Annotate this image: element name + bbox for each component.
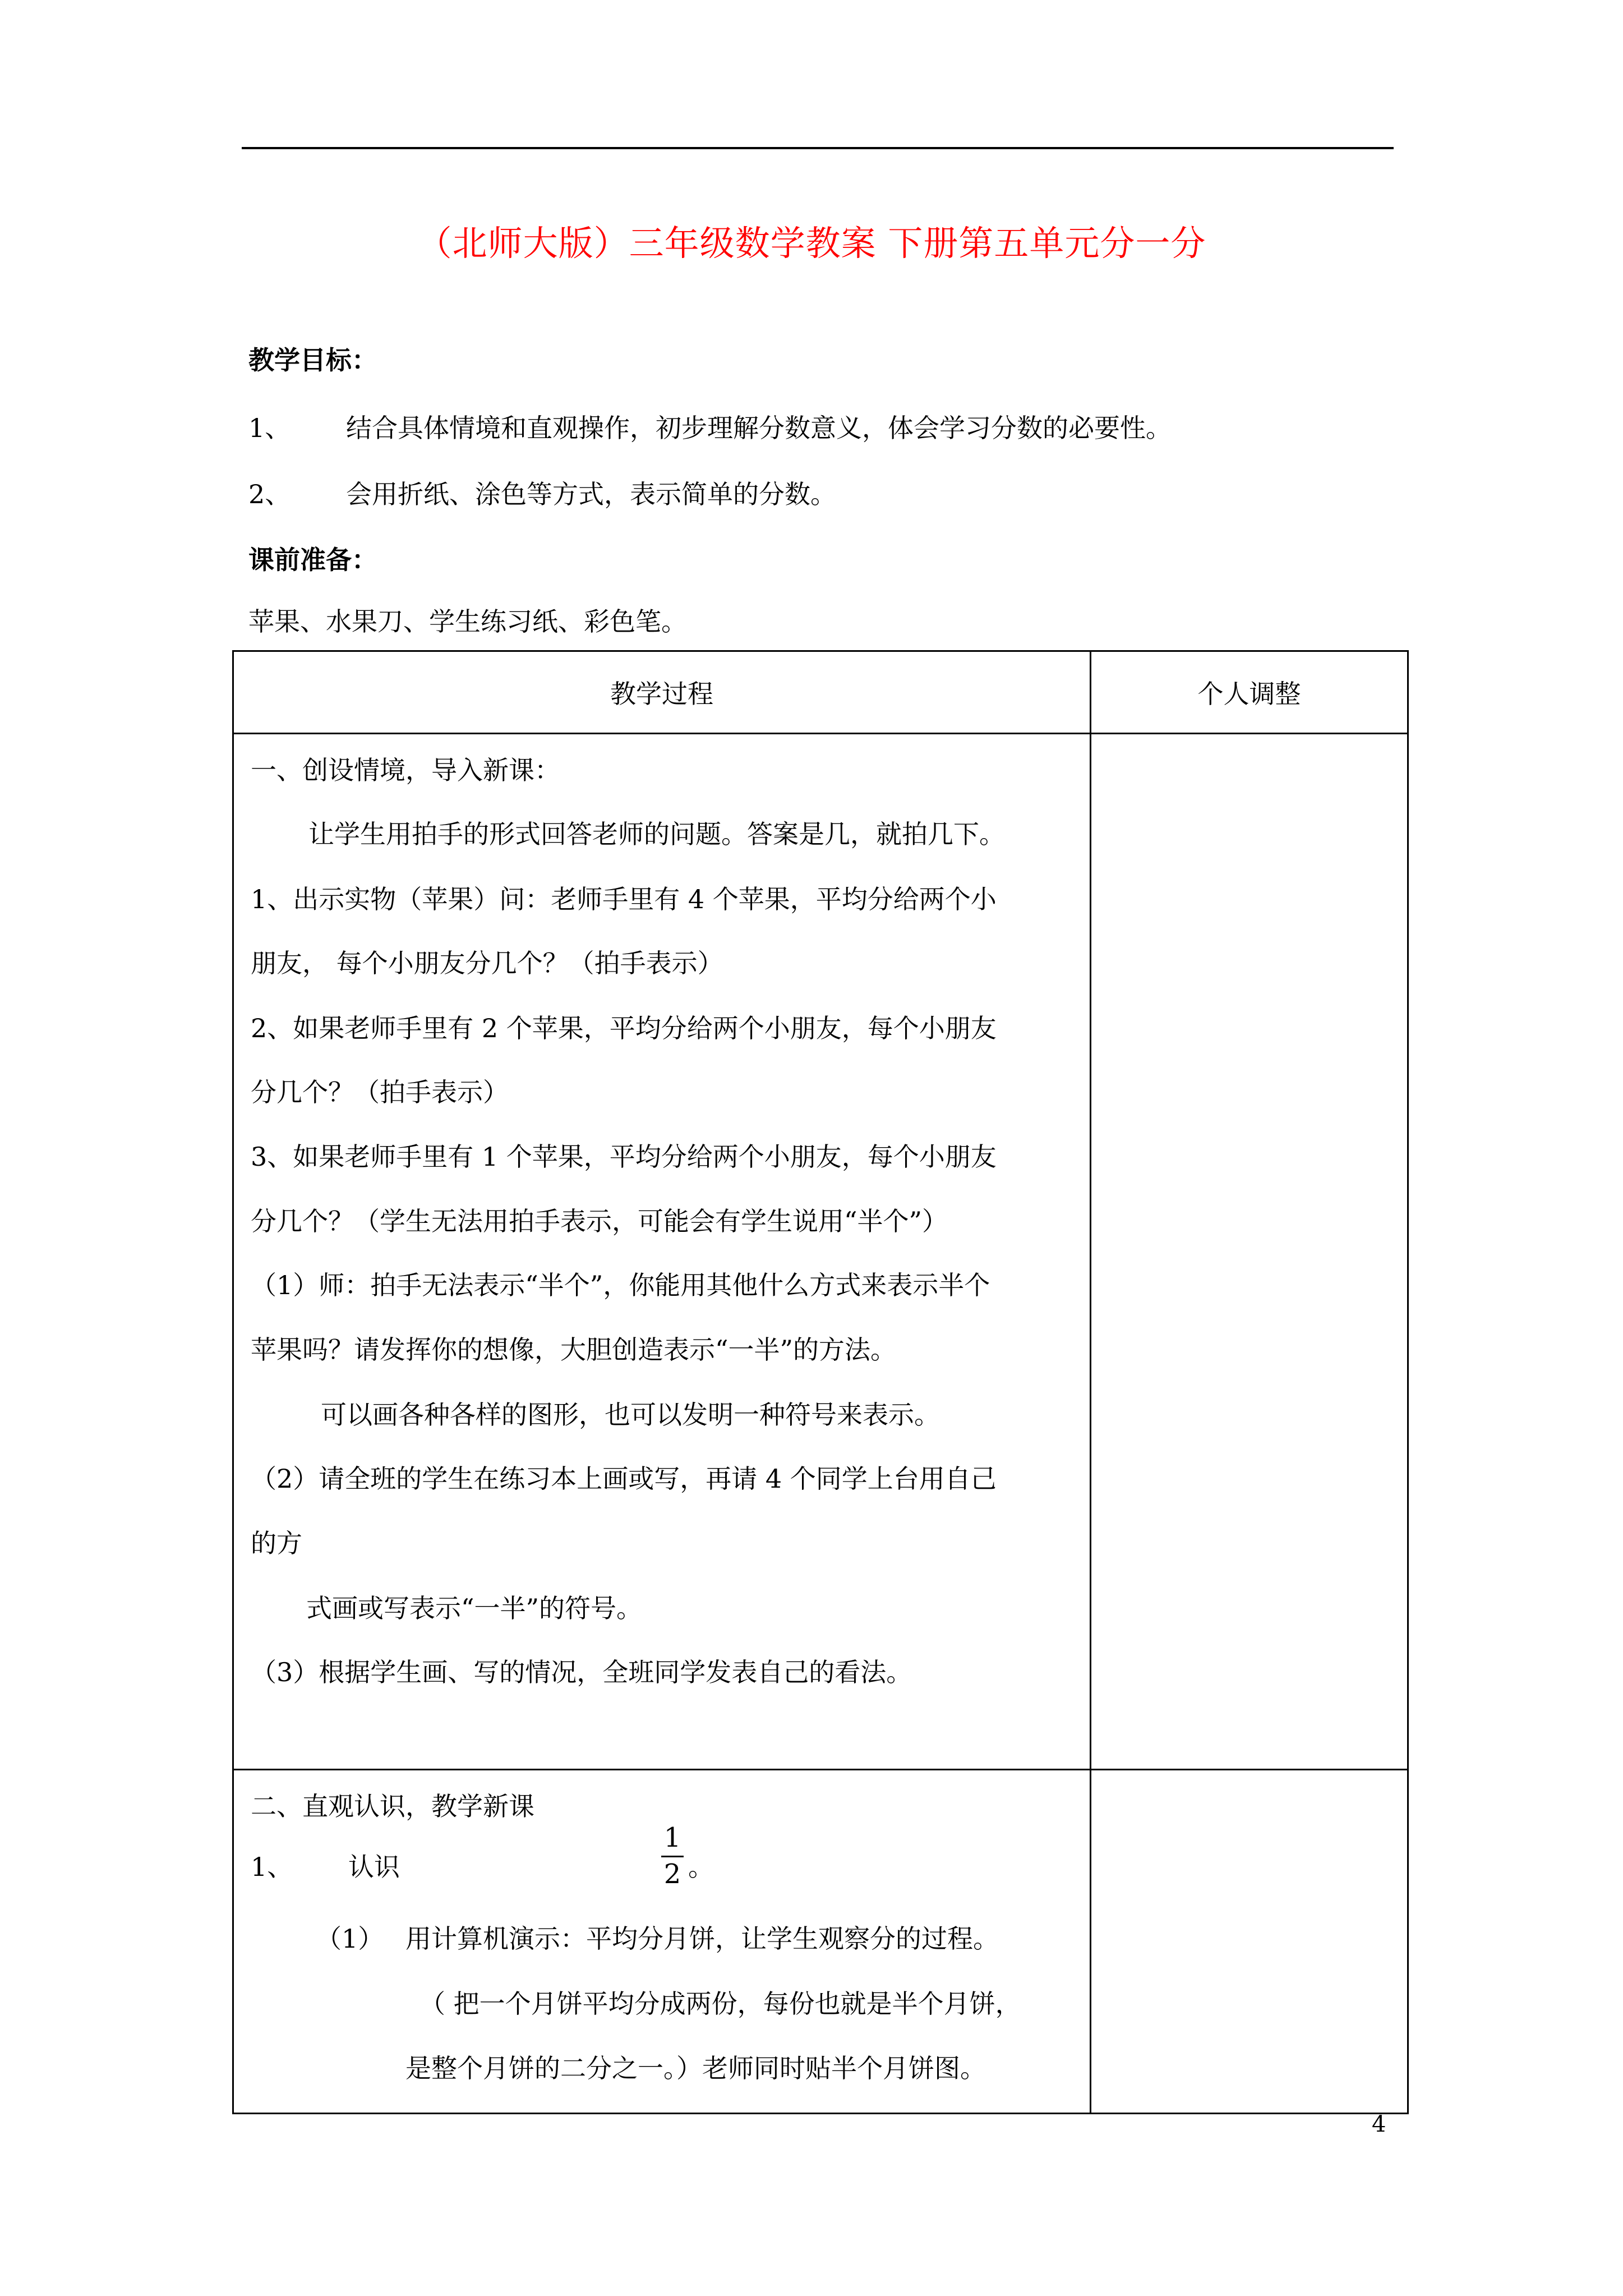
objective-1-text: 结合具体情境和直观操作，初步理解分数意义，体会学习分数的必要性。 bbox=[346, 413, 1172, 443]
section-2-sub-number: （1） bbox=[316, 1924, 384, 1954]
fraction-numerator: 1 bbox=[663, 1822, 681, 1853]
fraction-one-half bbox=[661, 1824, 684, 1888]
section-1-line: 式画或写表示“一半”的符号。 bbox=[306, 1593, 643, 1623]
section-1-line: 3、如果老师手里有 1 个苹果，平均分给两个小朋友，每个小朋友 bbox=[251, 1142, 997, 1172]
table-row bbox=[233, 1770, 1408, 2114]
objective-2-text: 会用折纸、涂色等方式，表示简单的分数。 bbox=[346, 479, 836, 509]
section-1-line: 分几个？（学生无法用拍手表示，可能会有学生说用“半个”） bbox=[251, 1206, 948, 1236]
section-1-line: （1）师：拍手无法表示“半个”，你能用其他什么方式来表示半个 bbox=[251, 1270, 990, 1300]
preparation-heading: 课前准备： bbox=[248, 545, 377, 575]
teaching-process-table bbox=[232, 650, 1409, 2114]
section-2-line: （ 把一个月饼平均分成两份，每份也就是半个月饼， bbox=[419, 1989, 1021, 2019]
section-1-cell bbox=[233, 734, 1091, 1770]
table-row bbox=[233, 734, 1408, 1770]
preparation-text: 苹果、水果刀、学生练习纸、彩色笔。 bbox=[248, 606, 687, 637]
section-2-adjustment-cell bbox=[1091, 1770, 1408, 2114]
section-2-line: 是整个月饼的二分之一。）老师同时贴半个月饼图。 bbox=[405, 2053, 986, 2083]
section-1-line: 的方 bbox=[251, 1528, 302, 1558]
header-personal-adjustment: 个人调整 bbox=[1091, 651, 1408, 734]
header-rule bbox=[242, 147, 1394, 149]
table-header-row bbox=[233, 651, 1408, 734]
section-2-cell bbox=[233, 1770, 1091, 2114]
page-title: （北师大版）三年级数学教案 下册第五单元分一分 bbox=[417, 223, 1206, 264]
section-2-sub-text: 用计算机演示：平均分月饼，让学生观察分的过程。 bbox=[405, 1924, 999, 1954]
section-1-line: 让学生用拍手的形式回答老师的问题。答案是几，就拍几下。 bbox=[308, 819, 1005, 849]
fraction-bar bbox=[661, 1856, 684, 1857]
header-teaching-process: 教学过程 bbox=[233, 651, 1091, 734]
section-1-adjustment-cell bbox=[1091, 734, 1408, 1770]
section-2-item-label: 认识 bbox=[348, 1852, 400, 1882]
section-1-line: （3）根据学生画、写的情况，全班同学发表自己的看法。 bbox=[251, 1657, 912, 1687]
section-1-line: 可以画各种各样的图形，也可以发明一种符号来表示。 bbox=[321, 1400, 940, 1430]
fraction-denominator: 2 bbox=[663, 1858, 681, 1890]
section-1-line: 苹果吗？请发挥你的想像，大胆创造表示“一半”的方法。 bbox=[251, 1335, 897, 1365]
page-number: 4 bbox=[1372, 2111, 1386, 2137]
section-1-line: 一、创设情境，导入新课： bbox=[251, 755, 560, 785]
section-1-line: 1、出示实物（苹果）问：老师手里有 4 个苹果，平均分给两个小 bbox=[251, 884, 997, 914]
section-1-line: 分几个？（拍手表示） bbox=[251, 1077, 509, 1107]
section-2-heading: 二、直观认识，教学新课 bbox=[251, 1791, 534, 1821]
section-1-line: 2、如果老师手里有 2 个苹果，平均分给两个小朋友，每个小朋友 bbox=[251, 1013, 997, 1043]
objective-1-number: 1、 bbox=[248, 413, 291, 443]
objective-2-number: 2、 bbox=[248, 479, 291, 509]
objectives-heading: 教学目标： bbox=[248, 345, 377, 375]
section-1-line: 朋友， 每个小朋友分几个？（拍手表示） bbox=[251, 948, 723, 978]
section-2-item-suffix: 。 bbox=[688, 1852, 714, 1882]
section-2-item-number: 1、 bbox=[251, 1852, 293, 1882]
section-1-line: （2）请全班的学生在练习本上画或写，再请 4 个同学上台用自己 bbox=[251, 1464, 997, 1494]
